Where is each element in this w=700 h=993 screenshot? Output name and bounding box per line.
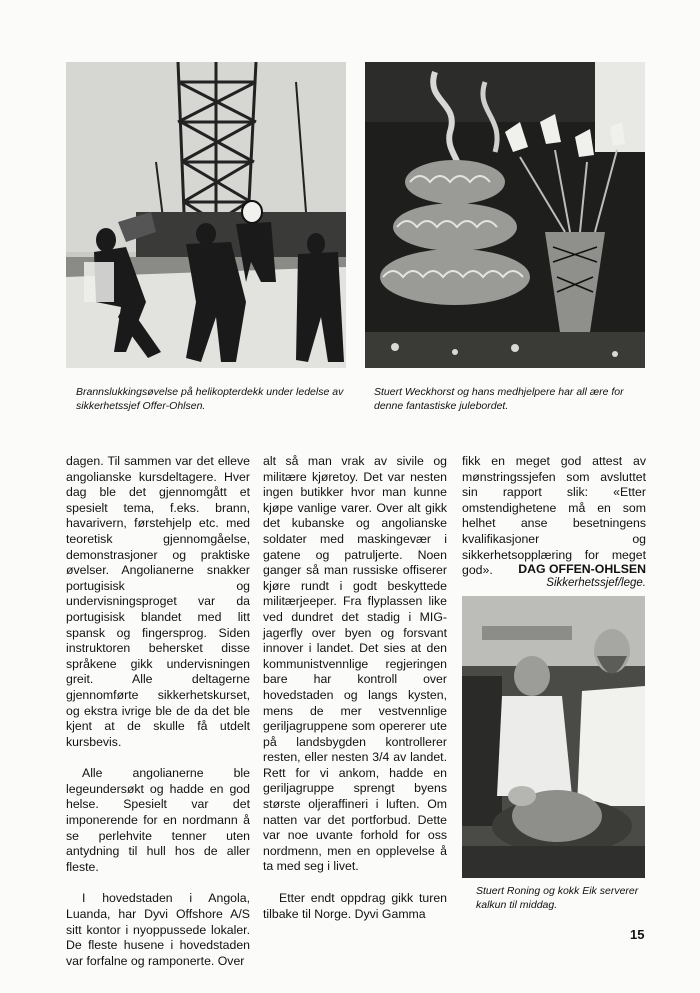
col1-paragraph-1: dagen. Til sammen var det elleve angolianske kursdeltagere. Hver dag ble det gjennomgått et spesielt tema, f.eks. brann, havarivern, førstehjelp etc. med teoretisk gjennomgåelse, demonstrasjoner og praktiske øvelser. Angolianerne snakker portugisisk og undervisningsproget var da portugisisk blandet med litt spansk og fingersprog. Siden instruktoren behersket disse språkene gikk undervisningen greit. Alle deltagerne gjennomførte sikkerhetskurset, og ekstra ivrige ble de da det ble kjent at de skulle få utdelt kursbevis. (66, 454, 250, 749)
author-role: Sikkerhetssjef/lege. (546, 577, 646, 589)
turkey-serving-caption: Stuert Roning og kokk Eik serverer kalkun til middag. (476, 885, 639, 911)
col2-paragraph-2: Etter endt oppdrag gikk turen tilbake til Norge. Dyvi Gamma (263, 891, 447, 921)
turkey-serving-photo (462, 596, 645, 878)
fire-drill-caption: Brannslukkingsøvelse på helikopterdekk under ledelse av sikkerhetssjef Offer-Ohlsen. (76, 386, 344, 412)
col3-paragraph-1: fikk en meget god attest av mønstringssjefen som avsluttet sin rapport slik: «Etter omstendighetene må en som helhet anse besetningens kvalifikasjoner og sikkerhetsopplæring for meget god». (462, 454, 646, 578)
col2-paragraph-1: alt så man vrak av sivile og militære kjøretoy. Det var nesten ingen butikker hvor man kunne kjøpe vanlige varer. Over alt gikk det kubanske og angolianske soldater med maskingevær i gatene og patruljerte. Noen ganger så man russiske offiserer kjøre rundt i godt beskyttede militærjeeper. Fra flyplassen like ved dundret det stadig i MIG-jagerfly over byen og forsvant innover i landet. Det sies at den kommunistvennlige regjeringen bare har kontroll over hovedstaden og langs kysten, mens de mer vestvennlige geriljagruppene som opererer ute på landsbygden kontrollerer resten, eller nesten 3/4 av landet. Rett for vi ankom, hadde en geriljagruppe sprengt byens største oljeraffineri i luften. Om natten var det portforbud. Dette var noe uvante forhold for oss nordmenn, men en opplevelse å ta med seg i livet. (263, 454, 447, 874)
julebord-photo (365, 62, 645, 368)
col1-paragraph-3: I hovedstaden i Angola, Luanda, har Dyvi Offshore A/S sitt kontor i nyoppussede lokaler. De fleste husene i hovedstaden var forfalne og ramponerte. Over (66, 891, 250, 968)
article-column-3 (462, 454, 646, 579)
col1-paragraph-2: Alle angolianerne ble legeundersøkt og hadde en god helse. Spesielt var det imponerende for en nordmann å se perlehvite tenner uten antydning til hull hos de aller fleste. (66, 766, 250, 874)
julebord-caption: Stuert Weckhorst og hans medhjelpere har all ære for denne fantastiske julebordet. (374, 386, 624, 412)
article-column-2 (263, 454, 447, 922)
author-name: DAG OFFEN-OHLSEN (518, 562, 646, 576)
fire-drill-photo (66, 62, 346, 368)
page-number: 15 (630, 927, 645, 942)
article-column-1 (66, 454, 250, 969)
